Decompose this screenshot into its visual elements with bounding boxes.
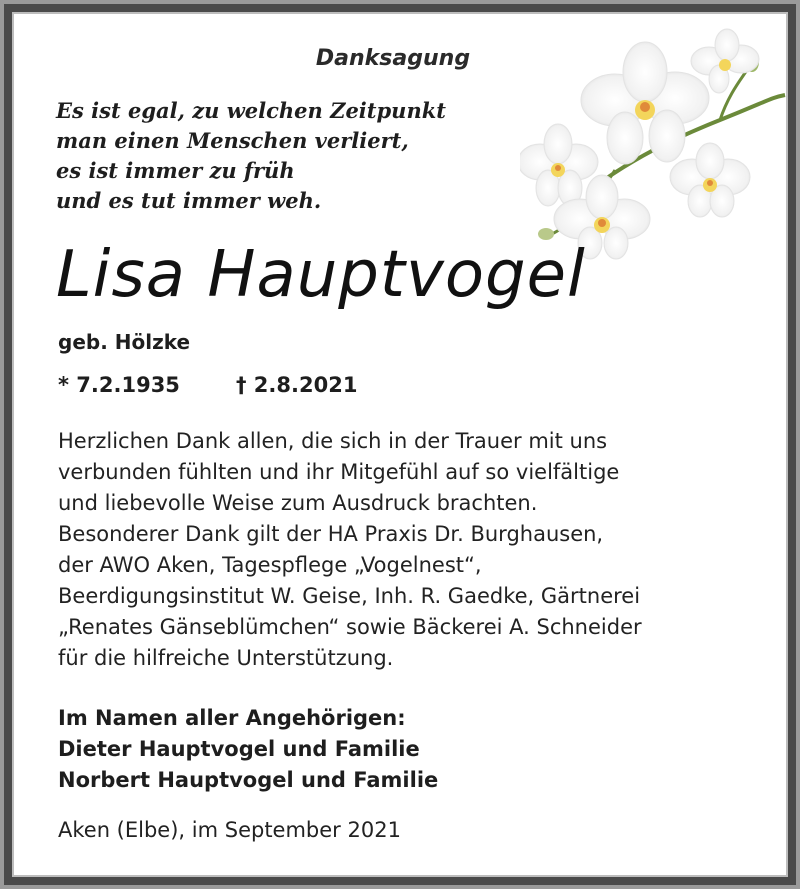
signer-line: Norbert Hauptvogel und Familie xyxy=(58,768,439,792)
signers xyxy=(58,703,438,796)
maiden-name: geb. Hölzke xyxy=(58,330,191,354)
body-line: Herzlichen Dank allen, die sich in der Trauer mit uns xyxy=(58,429,608,453)
signer-line: Im Namen aller Angehörigen: xyxy=(58,706,406,730)
deceased-name: Lisa Hauptvogel xyxy=(56,238,586,312)
body-line: Besonderer Dank gilt der HA Praxis Dr. Burghausen, xyxy=(58,522,604,546)
birth-date: * 7.2.1935 xyxy=(58,373,180,397)
body-line: Beerdigungsinstitut W. Geise, Inh. R. Gaedke, Gärtnerei xyxy=(58,584,641,608)
thank-you-text xyxy=(58,426,748,674)
poem xyxy=(56,96,516,216)
place-date: Aken (Elbe), im September 2021 xyxy=(58,818,401,842)
poem-line: Es ist egal, zu welchen Zeitpunkt xyxy=(56,98,446,123)
signer-line: Dieter Hauptvogel und Familie xyxy=(58,737,420,761)
heading-danksagung: Danksagung xyxy=(315,46,471,71)
life-dates xyxy=(58,373,357,397)
poem-line: es ist immer zu früh xyxy=(56,158,295,183)
body-line: „Renates Gänseblümchen“ sowie Bäckerei A. Schneider xyxy=(58,615,642,639)
body-line: und liebevolle Weise zum Ausdruck brachten. xyxy=(58,491,538,515)
death-date: † 2.8.2021 xyxy=(236,373,358,397)
poem-line: man einen Menschen verliert, xyxy=(56,128,409,153)
body-line: der AWO Aken, Tagespflege „Vogelnest“, xyxy=(58,553,482,577)
body-line: verbunden fühlten und ihr Mitgefühl auf so vielfältige xyxy=(58,460,620,484)
poem-line: und es tut immer weh. xyxy=(56,188,322,213)
body-line: für die hilfreiche Unterstützung. xyxy=(58,646,394,670)
